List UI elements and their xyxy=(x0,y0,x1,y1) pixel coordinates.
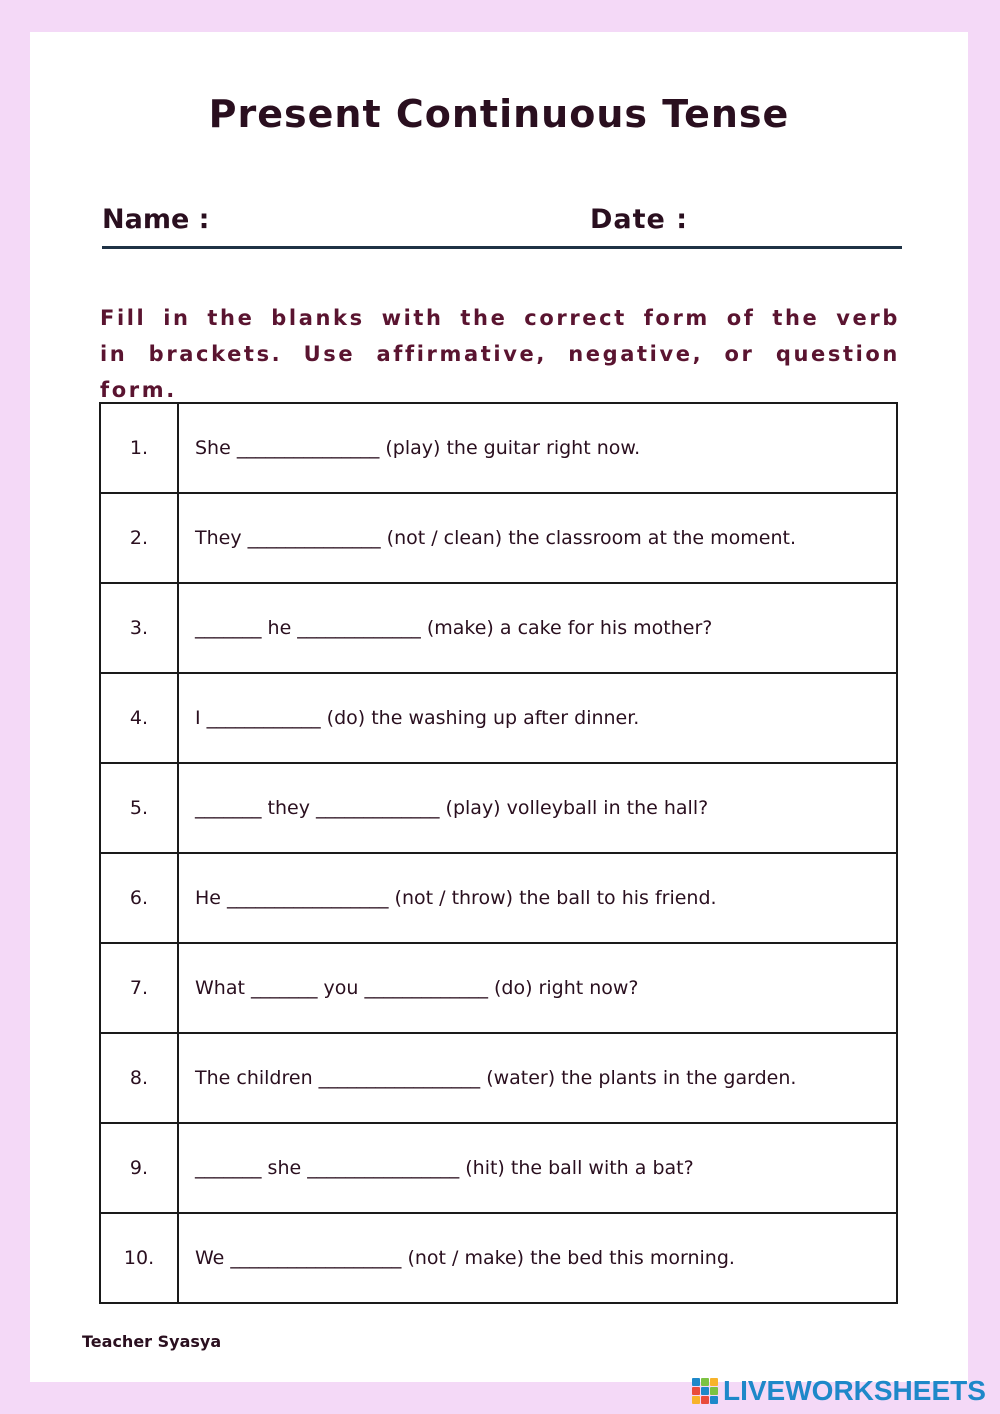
question-number: 10. xyxy=(100,1213,178,1303)
question-sentence: She _______________ (play) the guitar right now. xyxy=(178,403,897,493)
table-row xyxy=(100,763,897,853)
date-label: Date : xyxy=(590,204,689,235)
name-date-underline xyxy=(102,246,902,249)
question-sentence: _______ they _____________ (play) volleyball in the hall? xyxy=(178,763,897,853)
instructions-text: Fill in the blanks with the correct form of the verb in brackets. Use affirmative, negative, or question form. xyxy=(100,306,900,402)
question-number: 4. xyxy=(100,673,178,763)
question-number: 6. xyxy=(100,853,178,943)
question-number: 1. xyxy=(100,403,178,493)
question-number: 8. xyxy=(100,1033,178,1123)
table-row xyxy=(100,403,897,493)
table-row xyxy=(100,853,897,943)
liveworksheets-logo[interactable] xyxy=(692,1376,986,1406)
question-sentence: He _________________ (not / throw) the ball to his friend. xyxy=(178,853,897,943)
question-sentence: We __________________ (not / make) the bed this morning. xyxy=(178,1213,897,1303)
question-sentence: I ____________ (do) the washing up after dinner. xyxy=(178,673,897,763)
question-sentence: _______ she ________________ (hit) the ball with a bat? xyxy=(178,1123,897,1213)
question-number: 2. xyxy=(100,493,178,583)
liveworksheets-grid-icon xyxy=(692,1378,718,1404)
teacher-credit: Teacher Syasya xyxy=(82,1332,222,1351)
question-sentence: They ______________ (not / clean) the classroom at the moment. xyxy=(178,493,897,583)
exercise-table xyxy=(99,402,898,1304)
name-label: Name : xyxy=(102,204,210,235)
table-row xyxy=(100,493,897,583)
question-sentence: What _______ you _____________ (do) right now? xyxy=(178,943,897,1033)
liveworksheets-logo-text: LIVEWORKSHEETS xyxy=(723,1375,986,1406)
table-row xyxy=(100,1213,897,1303)
question-number: 9. xyxy=(100,1123,178,1213)
question-number: 5. xyxy=(100,763,178,853)
table-row xyxy=(100,583,897,673)
worksheet-title: Present Continuous Tense xyxy=(208,92,790,136)
question-number: 3. xyxy=(100,583,178,673)
question-sentence: The children _________________ (water) the plants in the garden. xyxy=(178,1033,897,1123)
table-row xyxy=(100,1123,897,1213)
worksheet-page xyxy=(30,32,968,1382)
table-row xyxy=(100,673,897,763)
question-number: 7. xyxy=(100,943,178,1033)
table-row xyxy=(100,943,897,1033)
table-row xyxy=(100,1033,897,1123)
question-sentence: _______ he _____________ (make) a cake for his mother? xyxy=(178,583,897,673)
